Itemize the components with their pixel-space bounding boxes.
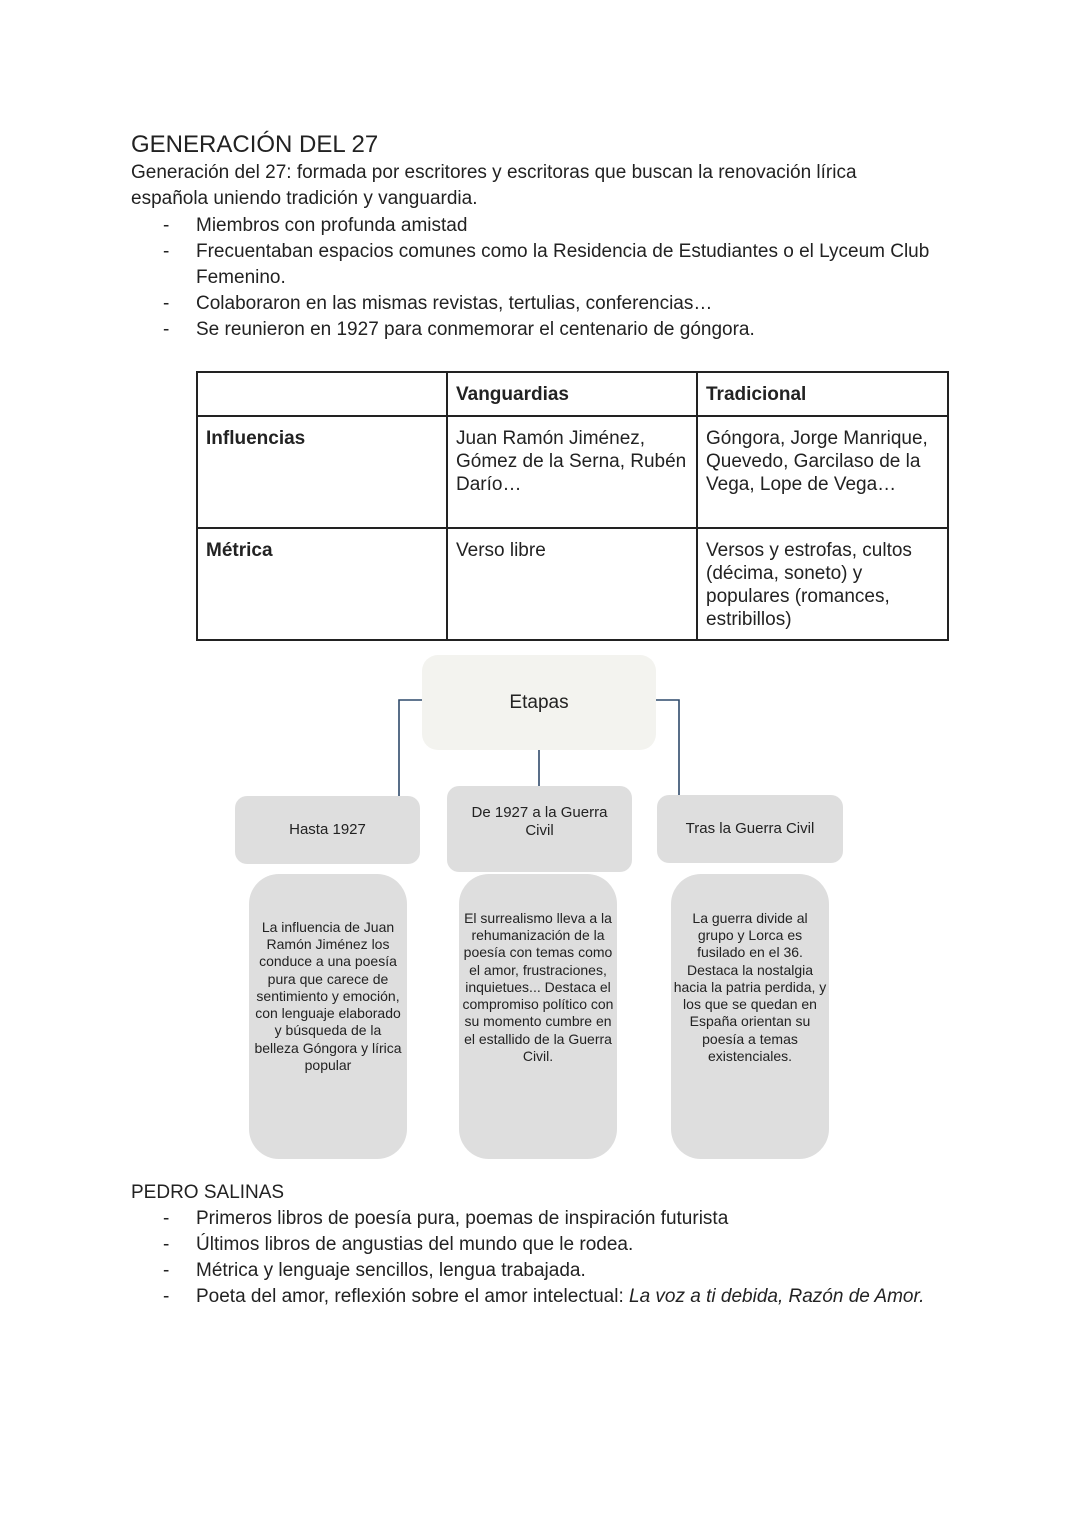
- table-cell: Verso libre: [447, 528, 697, 640]
- list-item: - Poeta del amor, reflexión sobre el amor intelectual: La voz a ti debida, Razón de Amor.: [163, 1286, 925, 1307]
- diagram-root-etapas: [422, 655, 656, 750]
- table-header-vanguardias: Vanguardias: [447, 372, 697, 416]
- list-item: - Frecuentaban espacios comunes como la Residencia de Estudiantes o el Lyceum Club Femenino.: [163, 241, 930, 288]
- stage-box-1927-guerra-civil: [447, 786, 632, 872]
- table-cell: Versos y estrofas, cultos (décima, soneto) y populares (romances, estribillos): [697, 528, 948, 640]
- stage-detail-text: La influencia de Juan Ramón Jiménez los conduce a una poesía pura que carece de sentimiento y emoción, con lenguaje elaborado y búsqueda de la belleza Góngora y lírica popular: [254, 918, 402, 1074]
- table-cell: Juan Ramón Jiménez, Gómez de la Serna, Rubén Darío…: [447, 416, 697, 528]
- list-item-text: Últimos libros de angustias del mundo que le rodea.: [196, 1234, 634, 1255]
- book-titles: La voz a ti debida, Razón de Amor.: [629, 1286, 925, 1307]
- table-header-empty: [197, 372, 447, 416]
- stage-detail-1927-guerra-civil: [459, 874, 617, 1159]
- diagram-root-label: Etapas: [509, 691, 569, 713]
- salinas-list: [131, 1206, 931, 1310]
- intro-paragraph: Generación del 27: formada por escritores y escritoras que buscan la renovación lírica española uniendo tradición y vanguardia.: [131, 162, 857, 209]
- stage-label: Hasta 1927: [289, 821, 366, 838]
- table-header-row: [197, 372, 948, 416]
- stage-label: Tras la Guerra Civil: [685, 820, 815, 837]
- row-label-influencias: Influencias: [197, 416, 447, 528]
- stage-box-tras-guerra-civil: [657, 795, 843, 863]
- list-item-text: Miembros con profunda amistad: [196, 215, 468, 236]
- table-header-tradicional: Tradicional: [697, 372, 948, 416]
- list-item: - Se reunieron en 1927 para conmemorar el centenario de góngora.: [163, 319, 755, 340]
- row-label-metrica: Métrica: [197, 528, 447, 640]
- list-item-text: Se reunieron en 1927 para conmemorar el centenario de góngora.: [196, 319, 755, 340]
- list-item: - Últimos libros de angustias del mundo que le rodea.: [163, 1234, 634, 1255]
- connector-left: [399, 700, 422, 796]
- list-item: - Miembros con profunda amistad: [163, 215, 468, 236]
- comparison-table: [196, 371, 949, 641]
- stage-detail-tras-guerra-civil: [671, 874, 829, 1159]
- connector-right: [656, 700, 679, 795]
- stage-label: De 1927 a la Guerra Civil: [471, 804, 608, 839]
- page-title: GENERACIÓN DEL 27: [131, 131, 379, 158]
- features-list: [131, 213, 931, 343]
- stage-detail-text: La guerra divide al grupo y Lorca es fusilado en el 36. Destaca la nostalgia hacia la patria perdida, y los que se quedan en España orientan su poesía a temas existenciales.: [673, 909, 827, 1065]
- list-item-text: Primeros libros de poesía pura, poemas de inspiración futurista: [196, 1208, 729, 1229]
- list-item-text: Colaboraron en las mismas revistas, tertulias, conferencias…: [196, 293, 713, 314]
- list-item-text: Frecuentaban espacios comunes como la Residencia de Estudiantes o el Lyceum Club Femenino.: [196, 241, 930, 288]
- table-cell: Góngora, Jorge Manrique, Quevedo, Garcilaso de la Vega, Lope de Vega…: [697, 416, 948, 528]
- stage-detail-text: El surrealismo lleva a la rehumanización de la poesía con temas como el amor, frustraciones, inquietues... Destaca el compromiso político con su momento cumbre en el estallido de la Guerra Civil.: [462, 909, 614, 1065]
- list-item: - Colaboraron en las mismas revistas, tertulias, conferencias…: [163, 293, 713, 314]
- list-item: - Primeros libros de poesía pura, poemas de inspiración futurista: [163, 1208, 729, 1229]
- stage-detail-hasta-1927: [249, 874, 407, 1159]
- list-item-text: Métrica y lenguaje sencillos, lengua trabajada.: [196, 1260, 586, 1281]
- stage-box-hasta-1927: [235, 796, 420, 864]
- list-item-text: Poeta del amor, reflexión sobre el amor intelectual:: [196, 1286, 630, 1307]
- list-item: - Métrica y lenguaje sencillos, lengua trabajada.: [163, 1260, 586, 1281]
- table-row: [197, 528, 948, 640]
- table-row: [197, 416, 948, 528]
- section-title-pedro-salinas: PEDRO SALINAS: [131, 1182, 285, 1203]
